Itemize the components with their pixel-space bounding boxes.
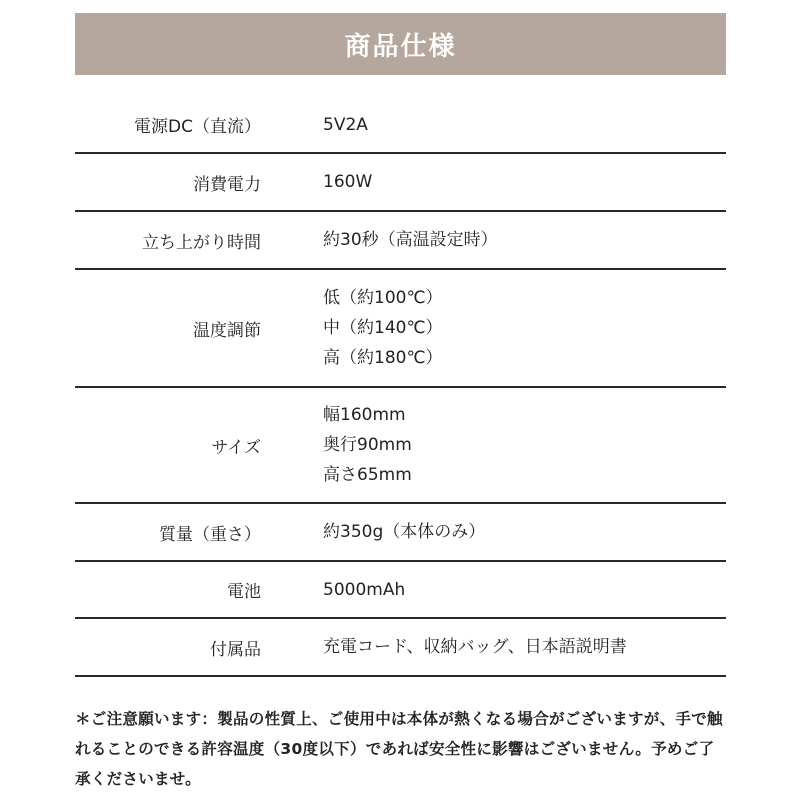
spec-value: 160W bbox=[323, 172, 373, 192]
spec-label: 消費電力 bbox=[193, 174, 261, 195]
spec-value: 5V2A bbox=[323, 114, 368, 135]
spec-value: 充電コード、収納バッグ、日本語説明書 bbox=[323, 637, 627, 657]
spec-row-power-consumption bbox=[75, 154, 726, 212]
spec-value: 約350g（本体のみ） bbox=[323, 522, 486, 542]
spec-label: 電池 bbox=[227, 582, 261, 602]
spec-values bbox=[323, 167, 372, 197]
spec-row-size bbox=[75, 388, 726, 504]
spec-values bbox=[323, 517, 485, 547]
spec-label: 付属品 bbox=[210, 639, 261, 660]
spec-values bbox=[323, 225, 498, 255]
spec-row-battery bbox=[75, 562, 726, 619]
spec-label: 温度調節 bbox=[193, 320, 261, 341]
spec-values bbox=[323, 400, 412, 490]
spec-label: サイズ bbox=[211, 437, 261, 458]
spec-row-startup-time bbox=[75, 212, 726, 270]
spec-values bbox=[323, 283, 443, 373]
spec-values bbox=[323, 110, 368, 140]
spec-value: 中（約140℃） bbox=[323, 318, 443, 338]
spec-value: 約30秒（高温設定時） bbox=[323, 230, 498, 250]
spec-label: 電源DC（直流） bbox=[134, 117, 261, 137]
spec-value: 幅160mm bbox=[323, 405, 406, 425]
spec-label: 立ち上がり時間 bbox=[142, 232, 261, 253]
page-title: 商品仕様 bbox=[344, 31, 457, 62]
spec-row-weight bbox=[75, 504, 726, 562]
spec-row-accessories bbox=[75, 619, 726, 677]
spec-label: 質量（重さ） bbox=[159, 524, 261, 545]
spec-value: 高さ65mm bbox=[323, 465, 412, 485]
spec-row-power-source bbox=[75, 97, 726, 154]
spec-row-temperature bbox=[75, 270, 726, 388]
spec-header-banner bbox=[75, 13, 726, 75]
spec-value: 5000mAh bbox=[323, 579, 406, 600]
spec-value: 高（約180℃） bbox=[323, 348, 443, 368]
spec-values bbox=[323, 632, 627, 662]
spec-value: 奥行90mm bbox=[323, 435, 412, 455]
spec-values bbox=[323, 575, 405, 605]
caution-note: ＊ご注意願います：製品の性質上、ご使用中は本体が熱くなる場合がございますが、手で触れることのできる許容温度（30度以下）であれば安全性に影響はございません。予めご了承くださいませ。 bbox=[75, 710, 723, 788]
spec-value: 低（約100℃） bbox=[323, 288, 443, 308]
spec-table bbox=[75, 97, 726, 677]
